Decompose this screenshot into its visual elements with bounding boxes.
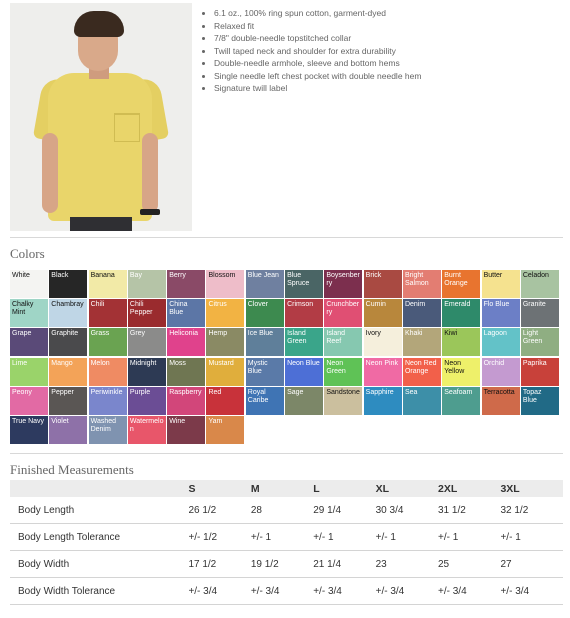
color-swatch[interactable]: Cumin: [364, 299, 402, 327]
color-swatch[interactable]: Mustard: [206, 358, 244, 386]
color-swatch[interactable]: Sea: [403, 387, 441, 415]
color-swatch[interactable]: Boysenberry: [324, 270, 362, 298]
table-cell: +/- 1: [500, 524, 563, 551]
size-header: M: [251, 480, 313, 497]
color-swatch[interactable]: True Navy: [10, 416, 48, 444]
color-swatch[interactable]: Moss: [167, 358, 205, 386]
table-header-blank: [10, 480, 188, 497]
divider: [10, 453, 563, 454]
color-swatch[interactable]: Black: [49, 270, 87, 298]
color-swatch[interactable]: Flo Blue: [482, 299, 520, 327]
color-swatch[interactable]: Terracotta: [482, 387, 520, 415]
color-swatch[interactable]: Neon Green: [324, 358, 362, 386]
color-swatch[interactable]: Violet: [49, 416, 87, 444]
color-swatch[interactable]: Brick: [364, 270, 402, 298]
color-swatch[interactable]: Sapphire: [364, 387, 402, 415]
table-cell: 27: [500, 551, 563, 578]
table-cell: +/- 3/4: [313, 578, 375, 605]
color-swatch[interactable]: Kiwi: [442, 328, 480, 356]
color-swatch[interactable]: Raspberry: [167, 387, 205, 415]
table-cell: 31 1/2: [438, 497, 500, 524]
shirt-pocket: [114, 113, 140, 142]
color-swatch[interactable]: Chili Pepper: [128, 299, 166, 327]
table-cell: 19 1/2: [251, 551, 313, 578]
color-swatch[interactable]: Ivory: [364, 328, 402, 356]
size-header: L: [313, 480, 375, 497]
table-cell: +/- 3/4: [376, 578, 438, 605]
table-cell: 17 1/2: [188, 551, 250, 578]
table-cell: +/- 3/4: [500, 578, 563, 605]
color-swatch[interactable]: Citrus: [206, 299, 244, 327]
measurements-table: [10, 480, 563, 605]
table-cell: +/- 3/4: [251, 578, 313, 605]
table-cell: +/- 1: [438, 524, 500, 551]
color-swatch[interactable]: Blue Jean: [246, 270, 284, 298]
color-swatch[interactable]: Royal Caribe: [246, 387, 284, 415]
color-swatch[interactable]: Banana: [89, 270, 127, 298]
color-swatch[interactable]: Grass: [89, 328, 127, 356]
row-label: Body Width: [10, 551, 188, 578]
model-arm-left: [42, 133, 58, 213]
color-swatch[interactable]: Heliconia: [167, 328, 205, 356]
feature-item: • 6.1 oz., 100% ring spun cotton, garment-dyed: [214, 7, 570, 20]
color-swatch[interactable]: Blue Spruce: [285, 270, 323, 298]
table-cell: +/- 1: [376, 524, 438, 551]
color-swatch[interactable]: Neon Blue: [285, 358, 323, 386]
color-swatch[interactable]: Denim: [403, 299, 441, 327]
color-swatch[interactable]: Bay: [128, 270, 166, 298]
color-swatch[interactable]: China Blue: [167, 299, 205, 327]
size-header: XL: [376, 480, 438, 497]
table-cell: +/- 1: [251, 524, 313, 551]
table-cell: 25: [438, 551, 500, 578]
color-swatch[interactable]: White: [10, 270, 48, 298]
shirt-body: [48, 73, 152, 221]
color-swatch[interactable]: Light Green: [521, 328, 559, 356]
color-swatch[interactable]: Bright Salmon: [403, 270, 441, 298]
color-swatch[interactable]: Grape: [10, 328, 48, 356]
model-pants: [70, 217, 132, 231]
color-swatch[interactable]: Washed Denim: [89, 416, 127, 444]
color-swatch[interactable]: Mystic Blue: [246, 358, 284, 386]
table-row: [10, 497, 563, 524]
color-swatch-grid: [10, 270, 559, 444]
table-cell: +/- 1/2: [188, 524, 250, 551]
feature-item: • Signature twill label: [214, 82, 570, 95]
color-swatch[interactable]: Sandstone: [324, 387, 362, 415]
color-swatch[interactable]: Clover: [246, 299, 284, 327]
color-swatch[interactable]: Melon: [89, 358, 127, 386]
product-photo: [10, 3, 192, 231]
color-swatch[interactable]: Peony: [10, 387, 48, 415]
measurements-heading: Finished Measurements: [10, 462, 134, 477]
color-swatch[interactable]: Blossom: [206, 270, 244, 298]
color-swatch[interactable]: Neon Yellow: [442, 358, 480, 386]
table-cell: +/- 3/4: [438, 578, 500, 605]
color-swatch[interactable]: Periwinkle: [89, 387, 127, 415]
color-swatch[interactable]: Khaki: [403, 328, 441, 356]
row-label: Body Length: [10, 497, 188, 524]
table-cell: 23: [376, 551, 438, 578]
table-cell: 32 1/2: [500, 497, 563, 524]
feature-item: • Twill taped neck and shoulder for extra durability: [214, 45, 570, 58]
color-swatch[interactable]: Chalky Mint: [10, 299, 48, 327]
color-swatch[interactable]: Grey: [128, 328, 166, 356]
table-cell: +/- 3/4: [188, 578, 250, 605]
table-cell: +/- 1: [313, 524, 375, 551]
table-cell: 26 1/2: [188, 497, 250, 524]
row-label: Body Width Tolerance: [10, 578, 188, 605]
color-swatch[interactable]: Yam: [206, 416, 244, 444]
table-row: [10, 524, 563, 551]
color-swatch[interactable]: Midnight: [128, 358, 166, 386]
model-arm-right: [142, 133, 158, 213]
color-swatch[interactable]: Berry: [167, 270, 205, 298]
color-swatch[interactable]: Purple: [128, 387, 166, 415]
model-hair: [74, 11, 124, 37]
color-swatch[interactable]: Neon Red Orange: [403, 358, 441, 386]
color-swatch[interactable]: Chambray: [49, 299, 87, 327]
color-swatch[interactable]: Island Reef: [324, 328, 362, 356]
color-swatch[interactable]: Lime: [10, 358, 48, 386]
divider: [10, 237, 563, 238]
feature-item: • 7/8" double-needle topstitched collar: [214, 32, 570, 45]
color-swatch[interactable]: Watermelon: [128, 416, 166, 444]
color-swatch[interactable]: Graphite: [49, 328, 87, 356]
feature-list: [200, 7, 570, 95]
table-cell: 29 1/4: [313, 497, 375, 524]
color-swatch[interactable]: Crunchberry: [324, 299, 362, 327]
color-swatch[interactable]: Topaz Blue: [521, 387, 559, 415]
color-swatch[interactable]: Neon Pink: [364, 358, 402, 386]
size-header: 2XL: [438, 480, 500, 497]
table-header-row: [10, 480, 563, 497]
table-row: [10, 551, 563, 578]
color-swatch[interactable]: Ice Blue: [246, 328, 284, 356]
table-row: [10, 578, 563, 605]
color-swatch[interactable]: Paprika: [521, 358, 559, 386]
color-swatch[interactable]: Lagoon: [482, 328, 520, 356]
feature-item: • Single needle left chest pocket with double needle hem: [214, 70, 570, 83]
color-swatch[interactable]: Orchid: [482, 358, 520, 386]
color-swatch[interactable]: Crimson: [285, 299, 323, 327]
feature-item: • Double-needle armhole, sleeve and bottom hems: [214, 57, 570, 70]
color-swatch[interactable]: Celadon: [521, 270, 559, 298]
color-swatch[interactable]: Pepper: [49, 387, 87, 415]
feature-item: • Relaxed fit: [214, 20, 570, 33]
color-swatch[interactable]: Emerald: [442, 299, 480, 327]
color-swatch[interactable]: Wine: [167, 416, 205, 444]
table-cell: 30 3/4: [376, 497, 438, 524]
color-swatch[interactable]: Butter: [482, 270, 520, 298]
model-watch: [140, 209, 160, 215]
table-cell: 28: [251, 497, 313, 524]
color-swatch[interactable]: Chili: [89, 299, 127, 327]
color-swatch[interactable]: Sage: [285, 387, 323, 415]
color-swatch[interactable]: Red: [206, 387, 244, 415]
color-swatch[interactable]: Island Green: [285, 328, 323, 356]
row-label: Body Length Tolerance: [10, 524, 188, 551]
color-swatch[interactable]: Hemp: [206, 328, 244, 356]
color-swatch[interactable]: Mango: [49, 358, 87, 386]
color-swatch[interactable]: Burnt Orange: [442, 270, 480, 298]
size-header: S: [188, 480, 250, 497]
size-header: 3XL: [500, 480, 563, 497]
color-swatch[interactable]: Granite: [521, 299, 559, 327]
colors-heading: Colors: [10, 246, 45, 261]
color-swatch[interactable]: Seafoam: [442, 387, 480, 415]
table-cell: 21 1/4: [313, 551, 375, 578]
